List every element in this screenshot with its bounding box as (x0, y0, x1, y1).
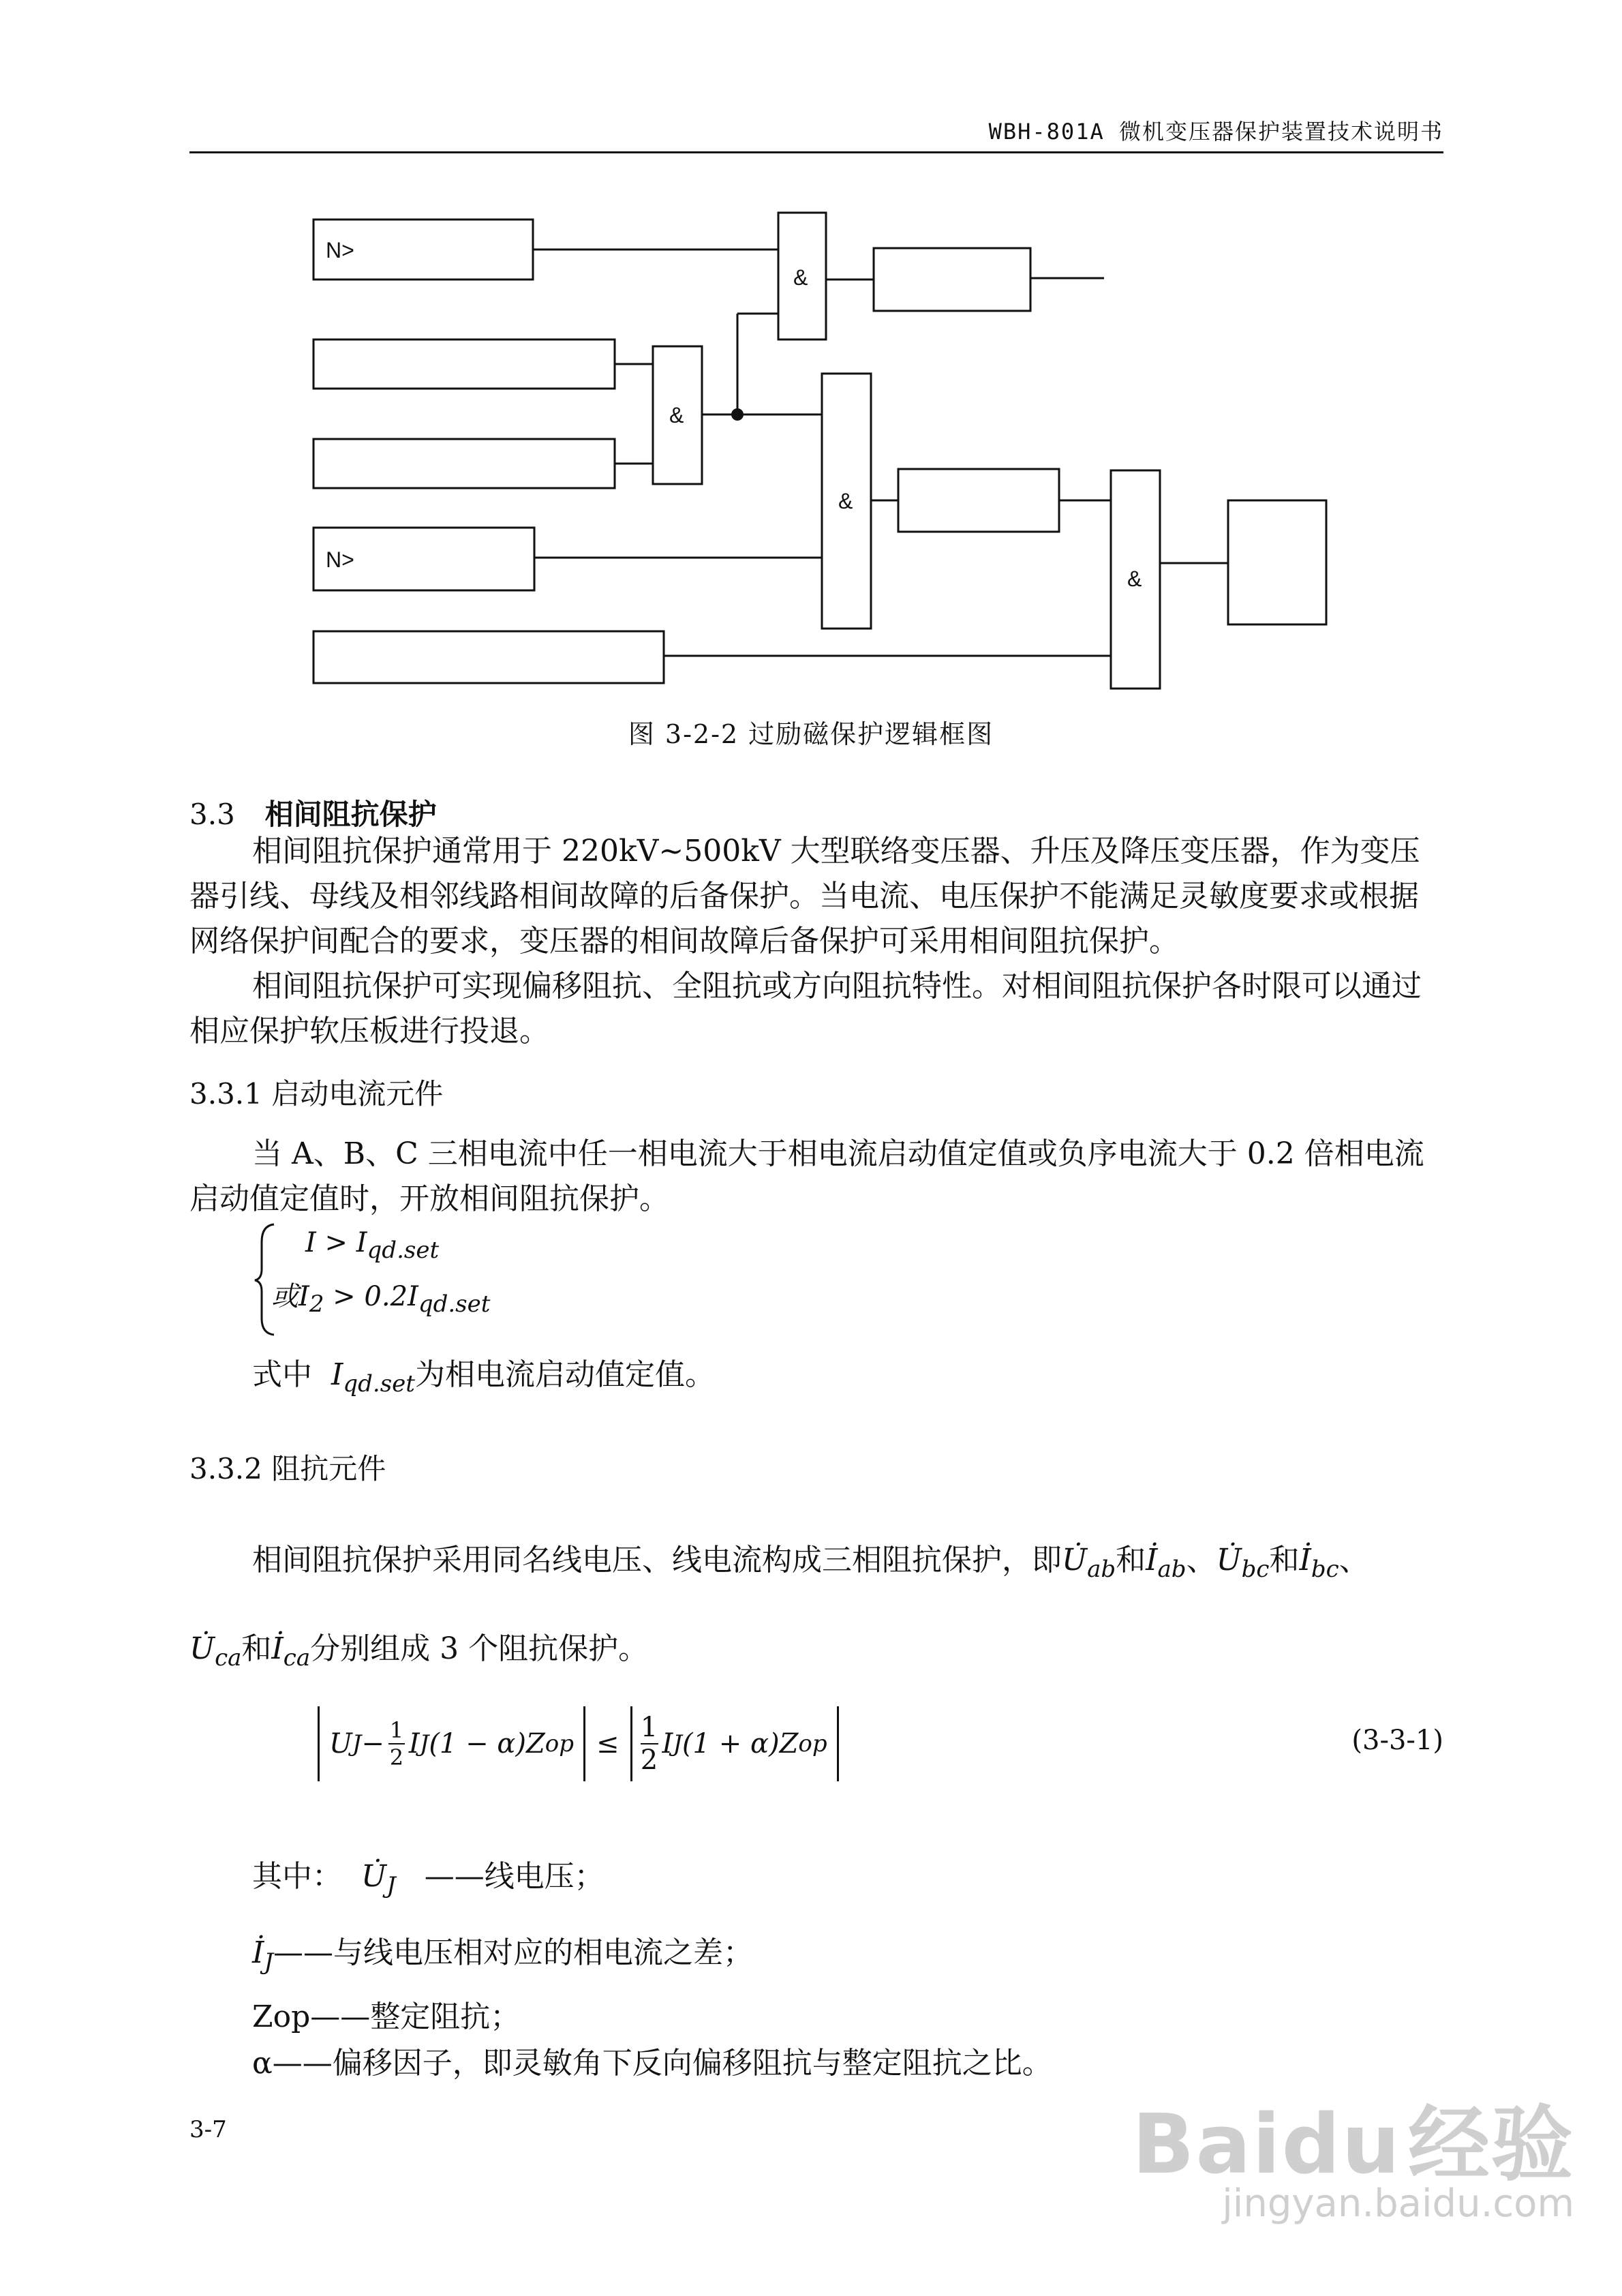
and-label-3: & (838, 489, 853, 513)
equation-3-3-1: U J − 1 2 I J (1 − α)Z op ≤ 1 2 I J (1 + α)Z op (318, 1703, 839, 1785)
delay-block-1 (874, 248, 1030, 311)
section-title: 相间阻抗保护 (264, 798, 437, 831)
and-label-2: & (669, 403, 684, 427)
logic-diagram (0, 0, 1622, 764)
definition-zop: Zop——整定阻抗； (252, 1999, 521, 2034)
watermark-logo: Baidu经验 (1132, 2098, 1574, 2192)
figure-caption: 图 3-2-2 过励磁保护逻辑框图 (628, 719, 994, 749)
output-block (1228, 500, 1326, 624)
paragraph-3-3-1: 相间阻抗保护通常用于 220kV~500kV 大型联络变压器、升压及降压变压器，作为变压器引线、母线及相邻线路相间故障的后备保护。当电流、电压保护不能满足灵敏度要求或根据网络保护间配合的要求，变压器的相间故障后备保护可采用相间阻抗保护。 (189, 834, 1420, 958)
n-over-label-2: N> (326, 547, 354, 572)
formula-note: 式中 $I_{qd.set}$为相电流启动值定值。 (252, 1357, 715, 1398)
section-3-3-1-heading: 3.3.1 启动电流元件 (189, 1077, 444, 1111)
watermark-url: jingyan.baidu.com (1222, 2181, 1574, 2226)
section-3-3-2-heading: 3.3.2 阻抗元件 (189, 1452, 386, 1485)
condition-1: $I > I_{qd.set}$ (305, 1227, 440, 1264)
n-over-label-1: N> (326, 238, 354, 262)
definition-current: $İ_J——$与线电压相对应的相电流之差； (252, 1935, 754, 1976)
and-label-4: & (1127, 567, 1142, 591)
paragraph-start-current: 当 A、B、C 三相电流中任一相电流大于相电流启动值定值或负序电流大于 0.2 倍相电流启动值定值时，开放相间阻抗保护。 (189, 1136, 1424, 1216)
section-number: 3.3 (189, 798, 235, 831)
section-3-3-heading (189, 792, 437, 833)
definition-voltage: 其中： $U̇_J$ ——线电压； (252, 1859, 605, 1899)
delay-block-2 (898, 469, 1059, 532)
paragraph-3-3-2: 相间阻抗保护可实现偏移阻抗、全阻抗或方向阻抗特性。对相间阻抗保护各时限可以通过相应保护软压板进行投退。 (189, 969, 1422, 1048)
condition-2: 或$I_2 > 0.2I_{qd.set}$ (271, 1281, 491, 1318)
paragraph-impedance-line1: 相间阻抗保护采用同名线电压、线电流构成三相阻抗保护，即$U̇_{ab}$和$İ_{ab}$、$U̇_{bc}$和$İ_{bc}$、 (252, 1543, 1369, 1583)
input-block-1 (313, 339, 615, 389)
equation-number: (3-3-1) (1351, 1725, 1443, 1756)
input-block-3 (313, 631, 664, 683)
paragraph-impedance-line2: $U̇_{ca}$和$İ_{ca}$分别组成 3 个阻抗保护。 (189, 1631, 649, 1672)
input-block-2 (313, 439, 615, 488)
definition-alpha: α——偏移因子，即灵敏角下反向偏移阻抗与整定阻抗之比。 (252, 2046, 1052, 2081)
junction-dot (731, 408, 744, 421)
and-label-1: & (793, 265, 808, 290)
document-header-title: WBH-801A 微机变压器保护装置技术说明书 (988, 119, 1443, 145)
page-number: 3-7 (189, 2116, 227, 2143)
